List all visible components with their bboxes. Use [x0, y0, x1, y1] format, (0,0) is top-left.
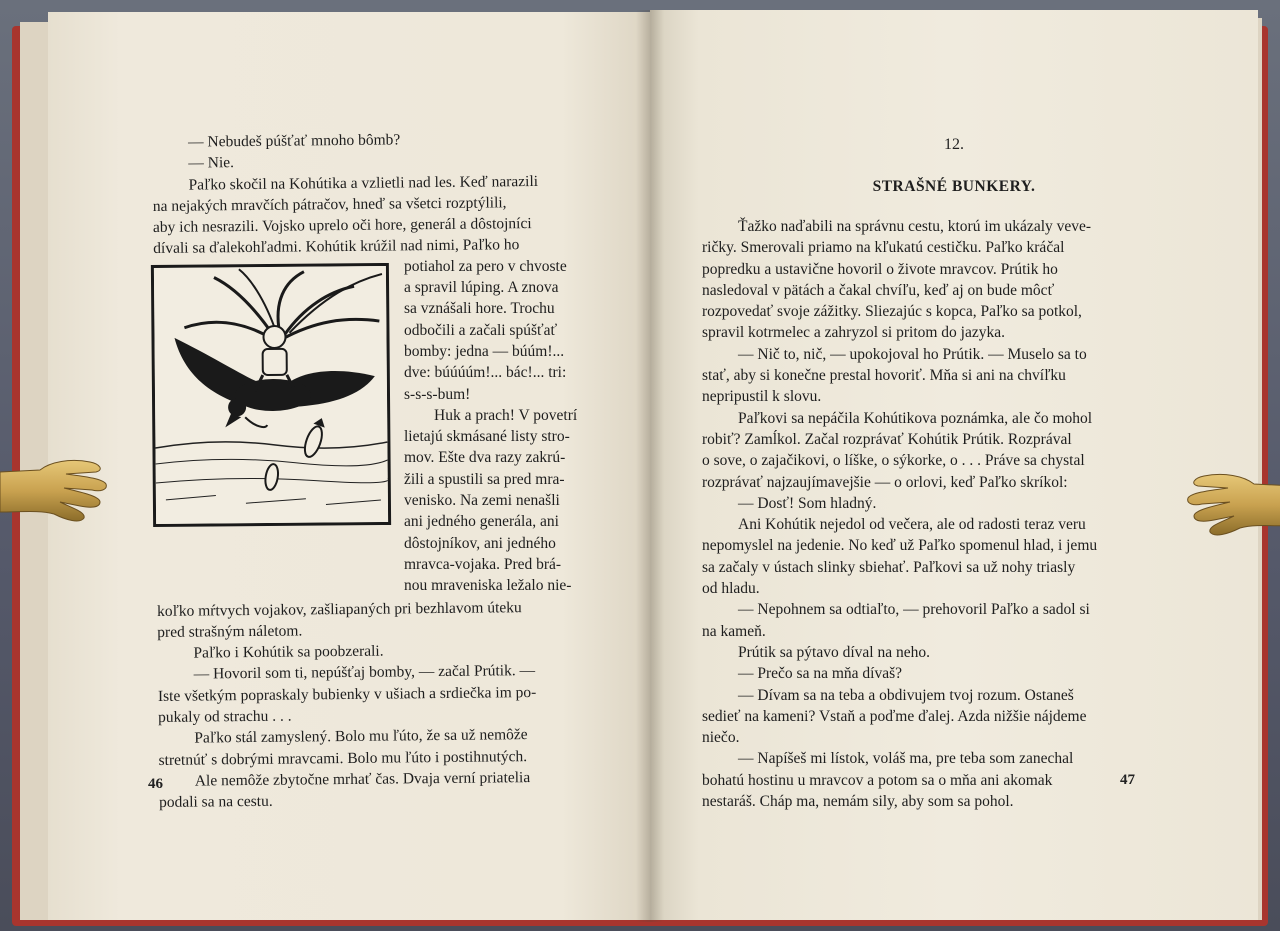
text-line: Ťažko naďabili na správnu cestu, ktorú im ukázaly veve- [738, 218, 1092, 235]
text-line: potiahol za pero v chvoste [404, 257, 567, 275]
text-line: o sove, o zajačikovi, o líške, o sýkorke, o . . . Práve sa chystal [702, 452, 1085, 470]
text-line: stať, aby si konečne prestal hovoriť. Mňa si ani na chvíľku [702, 367, 1066, 385]
text-line: venisko. Na zemi nenašli [404, 492, 560, 510]
right-page [650, 10, 1258, 920]
text-line: nepripustil k slovu. [702, 388, 822, 406]
text-line: dve: búúúúm!... bác!... tri: [404, 364, 567, 382]
text-line: Paľkovi sa nepáčila Kohútikova poznámka, ale čo mohol [738, 409, 1093, 427]
text-line: — Nie. [188, 154, 235, 172]
text-line: na kameň. [702, 622, 766, 640]
text-line: nepomyslel na jedenie. No keď už Paľko spomenul hlad, i jemu [702, 537, 1098, 555]
text-line: rozpovedať svoje zážitky. Sliezajúc s kopca, Paľko sa potkol, [702, 303, 1082, 321]
text-line: Huk a prach! V povetrí [434, 406, 578, 424]
text-line: bohatú hostinu u mravcov a potom sa o mňa ani akomak [702, 771, 1053, 789]
text-line: — Hovoril som ti, nepúšťaj bomby, — začal Prútik. — [193, 662, 536, 684]
text-line: rozprávať najzaujímavejšie — o orlovi, keď Paľko skríkol: [702, 473, 1068, 491]
text-line: Ani Kohútik nejedol od večera, ale od radosti teraz veru [738, 516, 1086, 534]
chapter-number: 12. [944, 136, 964, 153]
text-line: dívali sa ďalekohľadmi. Kohútik krúžil nad nimi, Paľko ho [153, 236, 520, 258]
text-line: Paľko skočil na Kohútika a vzlietli nad les. Keď narazili [188, 172, 539, 194]
text-line: odbočili a začali spúšťať [404, 321, 558, 339]
text-line: — Nič to, nič, — upokojoval ho Prútik. — Muselo sa to [738, 345, 1087, 363]
right-brass-hand-icon [1184, 466, 1280, 546]
text-line: popredku a ustavične hovoril o živote mravcov. Prútik ho [702, 260, 1058, 278]
page-number-right: 47 [1120, 772, 1135, 788]
text-line: — Prečo sa na mňa dívaš? [738, 665, 902, 683]
text-line: a spravil lúping. A znova [404, 279, 559, 297]
text-line: sa vznášali hore. Trochu [404, 300, 555, 318]
text-line: — Dosť! Som hladný. [738, 494, 877, 512]
text-line: nou mraveniska ležalo nie- [404, 577, 572, 595]
right-page-text [702, 216, 1172, 812]
text-line: podali sa na cestu. [158, 793, 273, 812]
text-line: robiť? Zamĺkol. Začal rozprávať Kohútik Prútik. Rozprával [702, 430, 1072, 448]
wrapped-text-column [404, 256, 622, 597]
text-line: niečo. [702, 729, 740, 747]
left-page [48, 12, 652, 920]
text-line: — Nepohnem sa odtiaľto, — prehovoril Paľko a sadol si [738, 601, 1090, 619]
text-line: mov. Ešte dva razy zakrú- [404, 449, 566, 467]
text-line: Prútik sa pýtavo díval na neho. [738, 643, 930, 661]
illustration-bird-rider [151, 263, 391, 527]
text-line: spravil kotrmelec a zahryzol si pritom do jazyka. [702, 324, 1006, 342]
text-line: aby ich nesrazili. Vojsko uprelo oči hore, generál a dôstojníci [152, 215, 532, 237]
left-brass-hand-icon [0, 452, 110, 532]
text-line: koľko mŕtvych vojakov, zašliapaných pri bezhlavom úteku [156, 598, 522, 620]
text-line: od hladu. [702, 580, 760, 598]
text-line: Ale nemôže zbytočne mrhať čas. Dvaja verní priatelia [194, 769, 531, 790]
text-line: mravca-vojaka. Pred brá- [404, 555, 562, 573]
text-line: žili a spustili sa pred mra- [404, 470, 565, 488]
text-line: ani jedného generála, ani [404, 513, 559, 531]
text-line: — Dívam sa na teba a obdivujem tvoj rozum. Ostaneš [738, 686, 1074, 704]
text-line: pukaly od strachu . . . [158, 707, 292, 727]
page-number-left: 46 [148, 776, 163, 792]
text-line: s-s-s-bum! [404, 385, 471, 403]
text-line: dôstojníkov, ani jedného [404, 534, 556, 552]
text-line: Paľko stál zamyslený. Bolo mu ľúto, že sa už nemôže [194, 726, 528, 747]
text-line: na nejakých mravčích pátračov, hneď sa všetci rozptýlili, [152, 194, 507, 215]
text-line: Iste všetkým popraskaly bubienky v ušiach a srdiečka im po- [157, 683, 537, 705]
text-line: stretnúť s dobrými mravcami. Bolo mu ľúto i postihnutých. [158, 747, 528, 769]
text-line: nasledoval v pätách a čakal chvíľu, keď aj on bude môcť [702, 281, 1055, 299]
text-line: — Nebudeš púšťať mnoho bômb? [188, 131, 401, 151]
book-spine-shadow [636, 10, 664, 922]
text-line: sa začaly v ústach slinky sbiehať. Paľkovi sa už nohy triasly [702, 558, 1076, 576]
bird-illustration-icon [154, 266, 388, 524]
text-line: sedieť na kameni? Vstaň a poďme ďalej. Azda nižšie nájdeme [702, 707, 1087, 725]
text-line: lietajú skmásané listy stro- [404, 428, 570, 446]
text-line: — Napíšeš mi lístok, voláš ma, pre teba som zanechal [738, 750, 1074, 768]
text-line: bomby: jedna — búúm!... [404, 342, 565, 360]
text-line: pred strašným náletom. [157, 622, 303, 641]
text-line: Paľko i Kohútik sa poobzerali. [193, 642, 384, 662]
text-line: nestaráš. Cháp ma, nemám sily, aby som sa pohol. [702, 793, 1014, 811]
chapter-title: STRAŠNÉ BUNKERY. [872, 178, 1036, 195]
text-line: ričky. Smerovali priamo na kľukatú cestičku. Paľko kráčal [702, 239, 1065, 257]
